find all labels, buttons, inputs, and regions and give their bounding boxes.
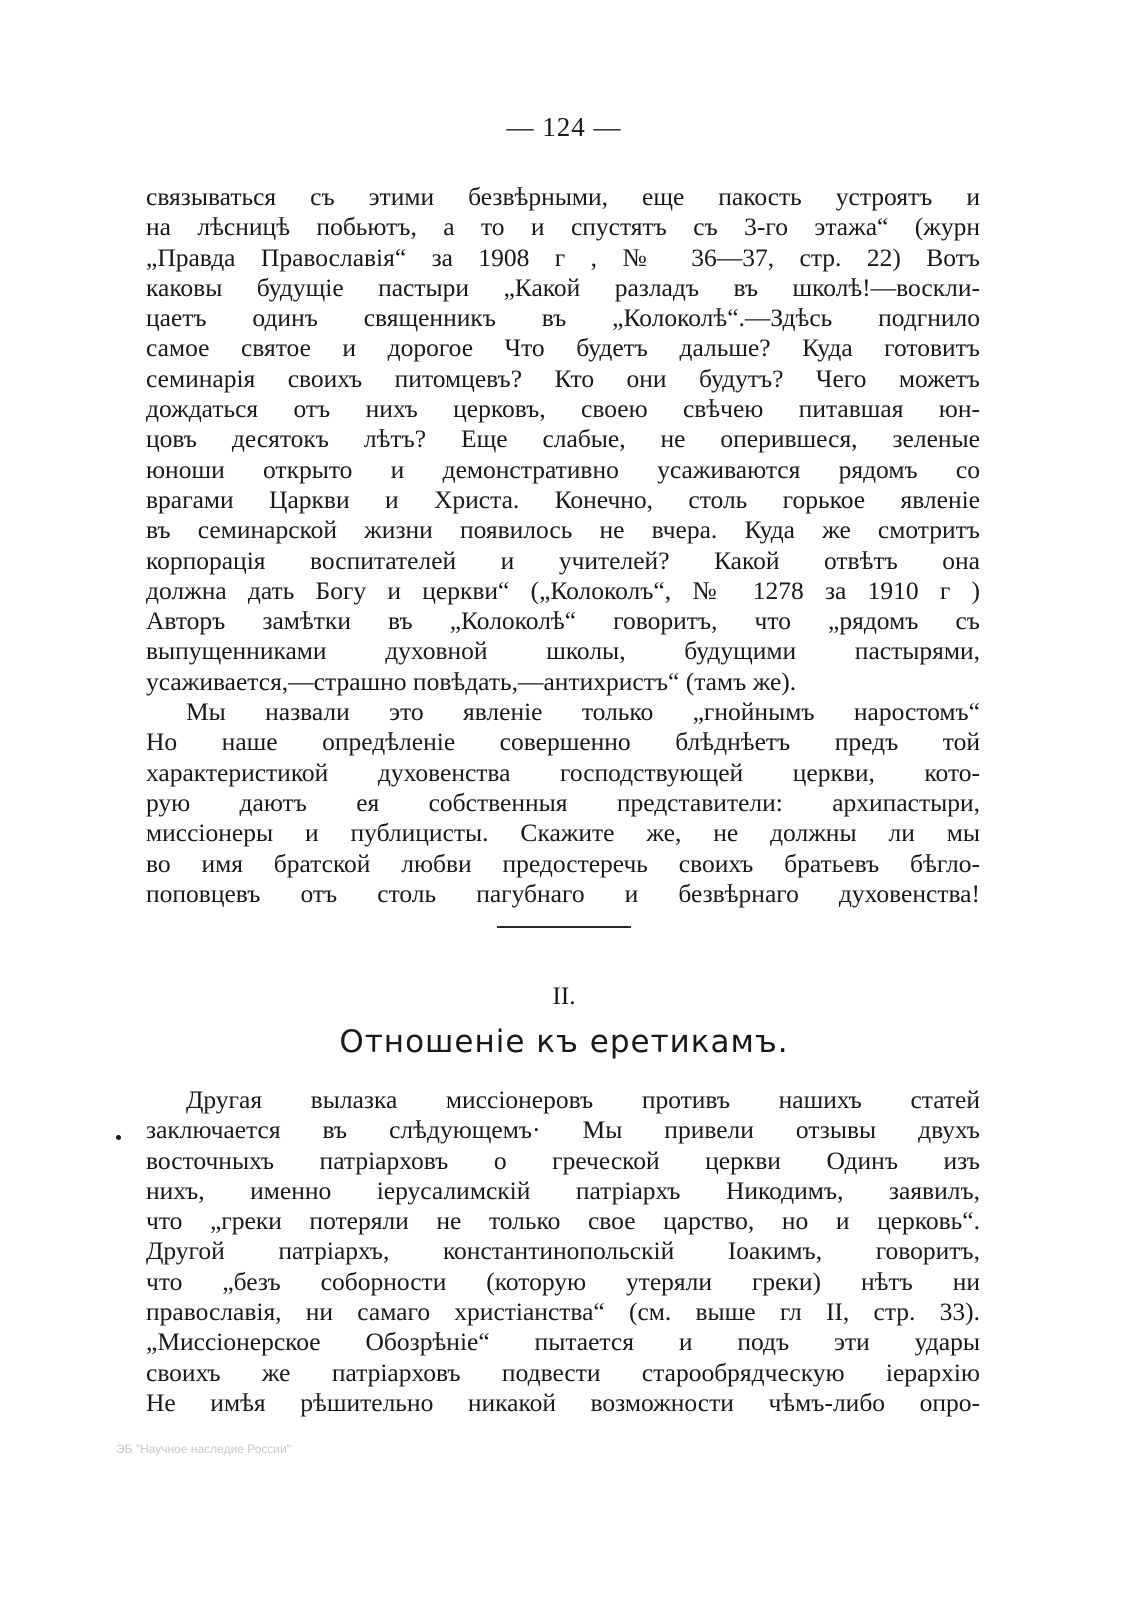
text-line: Другая вылазка миссіонеровъ противъ нашихъ статей xyxy=(186,1085,980,1114)
text-line: миссіонеры и публицисты. Скажите же, не должны ли мы xyxy=(146,818,980,848)
text-line: на лѣсницѣ побьютъ, а то и спустятъ съ 3-го этажа“ (журн xyxy=(146,212,980,242)
text-line: „Правда Православія“ за 1908 г , № 36—37, стр. 22) Вотъ xyxy=(146,242,980,272)
text-line: православія, ни самаго христіанства“ (см. выше гл II, стр. 33). xyxy=(146,1297,980,1327)
text-line: заключается въ слѣдующемъ· Мы привели отзывы двухъ xyxy=(146,1115,980,1145)
text-line: Не имѣя рѣшительно никакой возможности чѣмъ-либо опро- xyxy=(146,1387,980,1417)
text-line: Но наше опредѣленіе совершенно блѣднѣетъ предъ той xyxy=(146,727,980,757)
body-text-bottom xyxy=(146,1085,980,1418)
text-line: что „безъ соборности (которую утеряли греки) нѣтъ ни xyxy=(146,1266,980,1296)
text-line: семинарія своихъ питомцевъ? Кто они будутъ? Чего можетъ xyxy=(146,363,980,393)
text-line: характеристикой духовенства господствующей церкви, кото- xyxy=(146,757,980,787)
margin-dot xyxy=(116,1135,121,1140)
text-line: своихъ же патріарховъ подвести старообрядческую іерархію xyxy=(146,1357,980,1387)
text-line: усаживается,—страшно повѣдать,—антихристъ“ (тамъ же). xyxy=(146,666,797,696)
text-line: дождаться отъ нихъ церковъ, своею свѣчею питавшая юн- xyxy=(146,394,980,424)
text-line: поповцевъ отъ столь пагубнаго и безвѣрнаго духовенства! xyxy=(146,878,980,908)
watermark: ЭБ "Научное наследие России" xyxy=(116,1442,292,1456)
text-line: восточныхъ патріарховъ о греческой церкви Одинъ изъ xyxy=(146,1145,980,1175)
text-line: во имя братской любви предостеречь своихъ братьевъ бѣгло- xyxy=(146,848,980,878)
text-line: Мы назвали это явленіе только „гнойнымъ наростомъ“ xyxy=(186,697,980,727)
text-line: должна дать Богу и церкви“ („Колоколъ“, № 1278 за 1910 г ) xyxy=(146,575,980,605)
text-line: „Миссіонерское Обозрѣніе“ пытается и подъ эти удары xyxy=(146,1327,980,1357)
text-line: врагами Царкви и Христа. Конечно, столь горькое явленіе xyxy=(146,484,980,514)
text-line: каковы будущіе пастыри „Какой разладъ въ школѣ!—воскли- xyxy=(146,272,980,302)
body-text-top xyxy=(146,182,980,909)
text-line: самое святое и дорогое Что будетъ дальше? Куда готовитъ xyxy=(146,333,980,363)
text-line: въ семинарской жизни появилось не вчера. Куда же смотритъ xyxy=(146,515,980,545)
text-line: связываться съ этими безвѣрными, еще пакость устроятъ и xyxy=(146,182,980,211)
text-line: Авторъ замѣтки въ „Колоколѣ“ говоритъ, что „рядомъ съ xyxy=(146,606,980,636)
text-line: корпорація воспитателей и учителей? Какой отвѣтъ она xyxy=(146,545,980,575)
text-line: Другой патріархъ, константинопольскій Іоакимъ, говоритъ, xyxy=(146,1236,980,1266)
text-line: цовъ десятокъ лѣтъ? Еще слабые, не оперившеся, зеленые xyxy=(146,424,980,454)
page-number: — 124 — xyxy=(506,112,622,142)
text-line: цаетъ одинъ священникъ въ „Колоколѣ“.—Здѣсь подгнило xyxy=(146,303,980,333)
text-line: рую даютъ ея собственныя представители: архипастыри, xyxy=(146,787,980,817)
text-line: нихъ, именно іерусалимскій патріархъ Никодимъ, заявилъ, xyxy=(146,1175,980,1205)
text-line: что „греки потеряли не только свое царство, но и церковь“. xyxy=(146,1206,980,1236)
section-heading: Отношеніе къ еретикамъ. xyxy=(339,1024,789,1060)
text-line: выпущенниками духовной школы, будущими пастырями, xyxy=(146,636,980,666)
section-divider xyxy=(497,926,631,928)
section-numeral: II. xyxy=(552,983,576,1010)
text-line: юноши открыто и демонстративно усаживаются рядомъ со xyxy=(146,454,980,484)
